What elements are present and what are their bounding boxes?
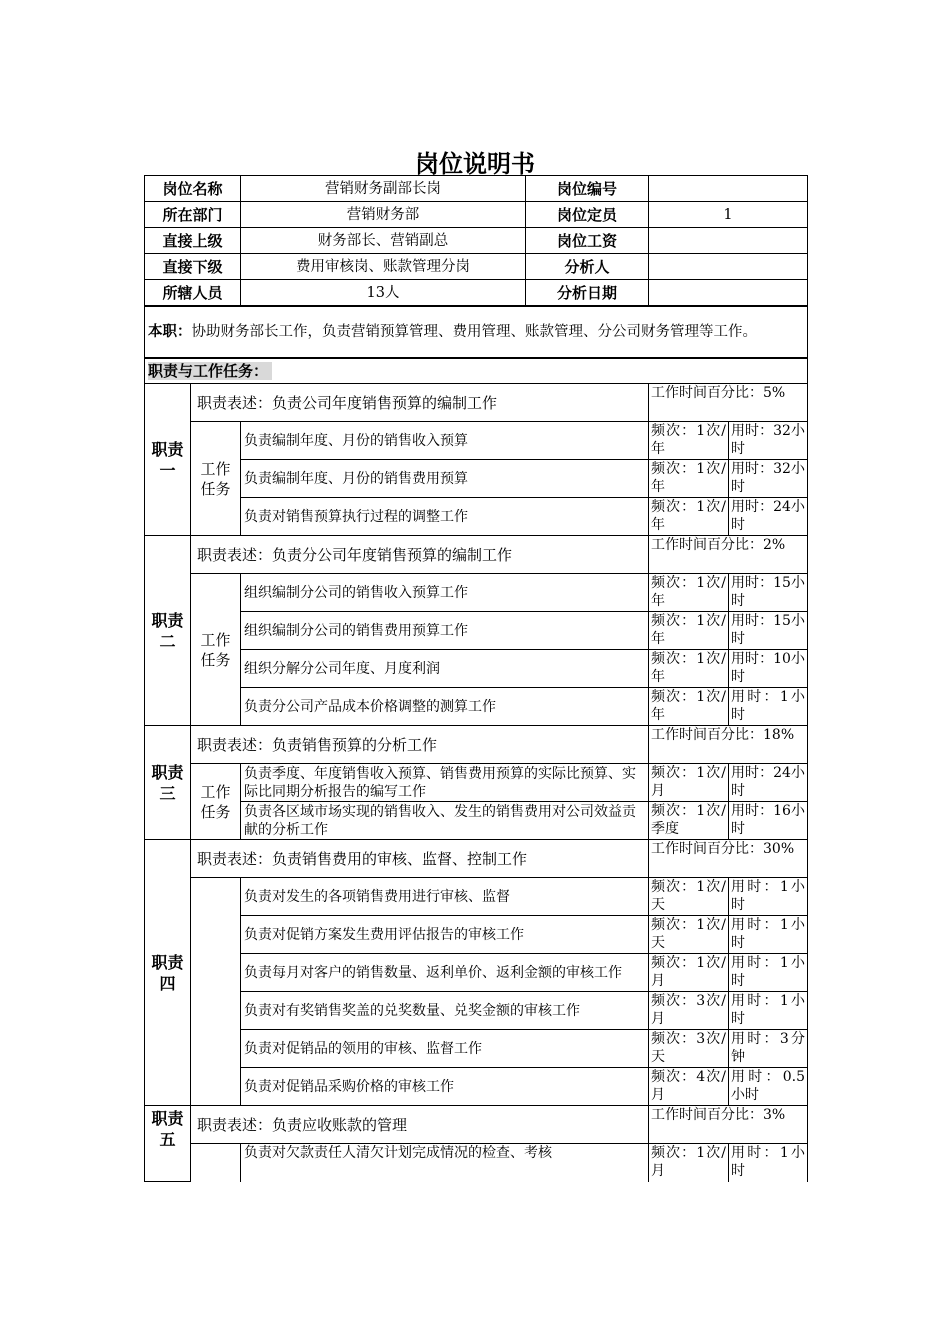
duty-percent: 工作时间百分比：30% <box>649 840 808 878</box>
task-text: 负责每月对客户的销售数量、返利单价、返利金额的审核工作 <box>241 954 649 992</box>
task-frequency: 频次：1次/年 <box>649 460 729 498</box>
task-hours: 用时：10小时 <box>729 650 808 688</box>
task-row <box>145 992 808 1030</box>
task-text: 组织编制分公司的销售收入预算工作 <box>241 574 649 612</box>
task-frequency: 频次：1次/年 <box>649 612 729 650</box>
header-label: 分析日期 <box>526 280 649 307</box>
summary-row <box>145 306 808 358</box>
task-text: 负责季度、年度销售收入预算、销售费用预算的实际比预算、实际比同期分析报告的编写工作 <box>241 764 649 802</box>
header-value: 营销财务副部长岗 <box>241 176 526 202</box>
duty-description: 职责表述：负责分公司年度销售预算的编制工作 <box>191 536 649 574</box>
duty-percent: 工作时间百分比：18% <box>649 726 808 764</box>
task-hours: 用时：0.5小时 <box>729 1068 808 1106</box>
task-row <box>145 1030 808 1068</box>
job-description-table <box>144 175 808 1182</box>
duties-heading-row <box>145 358 808 384</box>
duty-name: 职责一 <box>145 384 191 536</box>
task-frequency: 频次：1次/年 <box>649 574 729 612</box>
header-row <box>145 228 808 254</box>
task-frequency: 频次：1次/天 <box>649 916 729 954</box>
page-title: 岗位说明书 <box>415 150 535 178</box>
task-frequency: 频次：1次/年 <box>649 422 729 460</box>
header-label: 直接下级 <box>145 254 241 280</box>
task-row <box>145 916 808 954</box>
task-row <box>145 650 808 688</box>
header-value <box>649 254 808 280</box>
task-hours: 用时：3分钟 <box>729 1030 808 1068</box>
duty-description: 职责表述：负责公司年度销售预算的编制工作 <box>191 384 649 422</box>
duty-name: 职责五 <box>145 1106 191 1182</box>
header-row <box>145 176 808 202</box>
duties-heading-text: 职责与工作任务： <box>148 362 272 380</box>
header-label: 岗位编号 <box>526 176 649 202</box>
task-text: 负责对发生的各项销售费用进行审核、监督 <box>241 878 649 916</box>
task-label: 工作任务 <box>191 574 241 726</box>
task-frequency: 频次：1次/月 <box>649 764 729 802</box>
duty-row <box>145 840 808 878</box>
task-hours: 用时：32小时 <box>729 422 808 460</box>
task-row <box>145 1144 808 1182</box>
task-label-empty <box>191 878 241 1106</box>
header-label: 岗位工资 <box>526 228 649 254</box>
task-frequency: 频次：1次/年 <box>649 688 729 726</box>
task-frequency: 频次：1次/年 <box>649 498 729 536</box>
task-label: 工作任务 <box>191 764 241 840</box>
task-frequency: 频次：1次/月 <box>649 954 729 992</box>
task-text: 负责分公司产品成本价格调整的测算工作 <box>241 688 649 726</box>
header-label: 直接上级 <box>145 228 241 254</box>
task-text: 负责对促销品的领用的审核、监督工作 <box>241 1030 649 1068</box>
header-row <box>145 280 808 307</box>
task-text: 组织编制分公司的销售费用预算工作 <box>241 612 649 650</box>
header-value: 13人 <box>241 280 526 307</box>
task-hours: 用时：1小时 <box>729 878 808 916</box>
task-frequency: 频次：1次/季度 <box>649 802 729 840</box>
duty-description: 职责表述：负责销售费用的审核、监督、控制工作 <box>191 840 649 878</box>
task-row <box>145 460 808 498</box>
duties-heading <box>145 358 808 384</box>
duty-description: 职责表述：负责应收账款的管理 <box>191 1106 649 1144</box>
header-value <box>649 228 808 254</box>
task-text: 负责各区域市场实现的销售收入、发生的销售费用对公司效益贡献的分析工作 <box>241 802 649 840</box>
task-hours: 用时：16小时 <box>729 802 808 840</box>
summary-label: 本职： <box>148 324 192 340</box>
task-frequency: 频次：1次/月 <box>649 1144 729 1182</box>
header-value: 费用审核岗、账款管理分岗 <box>241 254 526 280</box>
task-label: 工作任务 <box>191 422 241 536</box>
task-text: 负责对销售预算执行过程的调整工作 <box>241 498 649 536</box>
duty-row <box>145 384 808 422</box>
header-label: 分析人 <box>526 254 649 280</box>
duty-name: 职责三 <box>145 726 191 840</box>
duty-row <box>145 1106 808 1144</box>
header-row <box>145 254 808 280</box>
task-text: 负责编制年度、月份的销售收入预算 <box>241 422 649 460</box>
task-row <box>145 764 808 802</box>
header-label: 所在部门 <box>145 202 241 228</box>
duty-row <box>145 536 808 574</box>
header-value <box>649 280 808 307</box>
task-hours: 用时：1小时 <box>729 1144 808 1182</box>
task-row <box>145 574 808 612</box>
duty-percent: 工作时间百分比：5% <box>649 384 808 422</box>
header-value <box>649 176 808 202</box>
duty-name: 职责四 <box>145 840 191 1106</box>
task-text: 负责对促销方案发生费用评估报告的审核工作 <box>241 916 649 954</box>
header-label: 岗位定员 <box>526 202 649 228</box>
task-hours: 用时：24小时 <box>729 764 808 802</box>
task-row <box>145 422 808 460</box>
header-label: 岗位名称 <box>145 176 241 202</box>
task-row <box>145 878 808 916</box>
duty-name: 职责二 <box>145 536 191 726</box>
duty-row <box>145 726 808 764</box>
task-text: 负责编制年度、月份的销售费用预算 <box>241 460 649 498</box>
header-value: 财务部长、营销副总 <box>241 228 526 254</box>
task-hours: 用时：1小时 <box>729 688 808 726</box>
header-row <box>145 202 808 228</box>
job-summary <box>145 306 808 358</box>
task-row <box>145 688 808 726</box>
task-label-empty <box>191 1144 241 1182</box>
task-row <box>145 1068 808 1106</box>
task-row <box>145 802 808 840</box>
task-hours: 用时：1小时 <box>729 916 808 954</box>
task-text: 负责对欠款责任人清欠计划完成情况的检查、考核 <box>241 1144 649 1182</box>
task-text: 负责对促销品采购价格的审核工作 <box>241 1068 649 1106</box>
task-hours: 用时：32小时 <box>729 460 808 498</box>
task-hours: 用时：15小时 <box>729 574 808 612</box>
header-value: 营销财务部 <box>241 202 526 228</box>
task-hours: 用时：1小时 <box>729 954 808 992</box>
task-row <box>145 954 808 992</box>
task-text: 组织分解分公司年度、月度利润 <box>241 650 649 688</box>
task-text: 负责对有奖销售奖盖的兑奖数量、兑奖金额的审核工作 <box>241 992 649 1030</box>
task-hours: 用时：15小时 <box>729 612 808 650</box>
duty-percent: 工作时间百分比：3% <box>649 1106 808 1144</box>
task-frequency: 频次：4次/月 <box>649 1068 729 1106</box>
duty-description: 职责表述：负责销售预算的分析工作 <box>191 726 649 764</box>
task-frequency: 频次：3次/月 <box>649 992 729 1030</box>
task-frequency: 频次：3次/天 <box>649 1030 729 1068</box>
header-value: 1 <box>649 202 808 228</box>
task-row <box>145 498 808 536</box>
task-frequency: 频次：1次/年 <box>649 650 729 688</box>
task-hours: 用时：1小时 <box>729 992 808 1030</box>
task-row <box>145 612 808 650</box>
task-frequency: 频次：1次/天 <box>649 878 729 916</box>
summary-text: 协助财务部长工作，负责营销预算管理、费用管理、账款管理、分公司财务管理等工作。 <box>191 324 757 340</box>
duty-percent: 工作时间百分比：2% <box>649 536 808 574</box>
header-label: 所辖人员 <box>145 280 241 307</box>
task-hours: 用时：24小时 <box>729 498 808 536</box>
